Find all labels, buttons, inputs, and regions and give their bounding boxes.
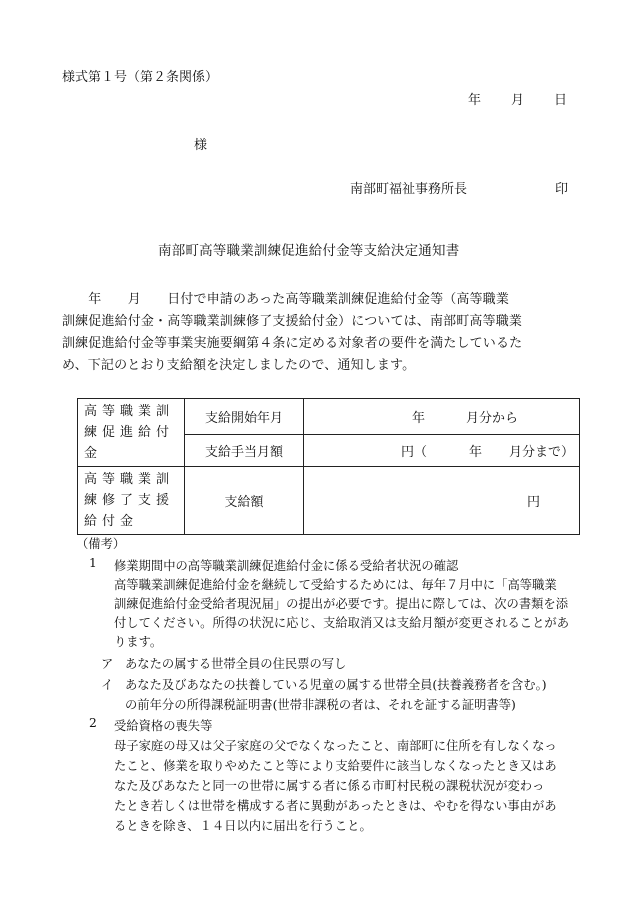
category-line: 金 xyxy=(84,446,103,461)
date-month: 月 xyxy=(511,93,525,108)
body-line: 訓練促進給付金・高等職業訓練修了支援給付金）については、南部町高等職業 xyxy=(62,314,522,329)
item-text-line: るときを除き、１４日以内に届出を行うこと。 xyxy=(114,819,372,833)
item-title: 修業期間中の高等職業訓練促進給付金に係る受給者状況の確認 xyxy=(114,559,459,573)
category-completion-benefit xyxy=(78,467,185,535)
sub-item-text: の前年分の所得課税証明書(世帯非課税の者は、それを証する証明書等) xyxy=(125,698,516,712)
sub-item-text: あなたの属する世帯全員の住民票の写し xyxy=(125,657,347,671)
body-line: 訓練促進給付金等事業実施要綱第４条に定める対象者の要件を満たしているた xyxy=(62,336,523,351)
value-start-month xyxy=(304,399,580,435)
item-text-line: 訓練促進給付金受給者現況届」の提出が必要です。提出に際しては、次の書類を添 xyxy=(114,597,569,611)
item-text-line: なた及びあなたと同一の世帯に属する者に係る市町村民税の課税状況が変わっ xyxy=(114,779,545,793)
item-number: 2 xyxy=(89,716,97,730)
value-benefit-amount xyxy=(304,467,580,535)
form-number: 様式第１号（第２条関係） xyxy=(62,70,219,85)
item-text-line: 母子家庭の母又は父子家庭の父でなくなったこと、南部町に住所を有しなくなっ xyxy=(114,739,557,753)
body-line: 年 月 日付で申請のあった高等職業訓練促進給付金等（高等職業 xyxy=(62,292,509,307)
sub-item-text: あなた及びあなたの扶養している児童の属する世帯全員(扶養義務者を含む。) xyxy=(125,678,547,692)
date-year: 年 xyxy=(468,93,482,108)
date-day: 日 xyxy=(554,93,568,108)
category-line: 練促進給付 xyxy=(84,425,175,440)
notice-body xyxy=(62,289,570,377)
item-number: 1 xyxy=(89,556,97,570)
end-year-unit: 年 xyxy=(469,444,483,460)
monthly-yen-unit: 円（ xyxy=(401,444,428,460)
category-line: 練修了支援 xyxy=(84,493,175,508)
category-line: 高等職業訓 xyxy=(84,404,175,419)
label-monthly-amount: 支給手当月額 xyxy=(185,435,304,467)
benefit-table xyxy=(77,398,580,535)
sub-item-mark: ア xyxy=(101,657,114,671)
category-line: 給付金 xyxy=(84,514,139,529)
sub-item-mark: イ xyxy=(101,678,114,692)
issuer-name: 南部町福祉事務所長 xyxy=(350,182,468,197)
seal-mark: 印 xyxy=(555,182,569,197)
item-text-line: ります。 xyxy=(114,635,163,649)
item-text-line: 付してください。所得の状況に応じ、支給取消又は支給月額が変更されることがあ xyxy=(114,616,569,630)
start-year-unit: 年 xyxy=(412,410,426,426)
category-promotion-benefit xyxy=(78,399,185,467)
issue-date xyxy=(468,89,567,108)
label-benefit-amount: 支給額 xyxy=(185,467,304,535)
label-start-month: 支給開始年月 xyxy=(185,399,304,435)
item-text-line: たこと、修業を取りやめたこと等により支給要件に該当しなくなったとき又はあ xyxy=(114,759,557,773)
item-title: 受給資格の喪失等 xyxy=(114,719,213,733)
end-month-unit: 月分まで） xyxy=(509,444,575,460)
category-line: 高等職業訓 xyxy=(84,472,175,487)
amount-yen-unit: 円 xyxy=(527,494,541,510)
remarks-heading: （備考） xyxy=(76,537,126,551)
document-title: 南部町高等職業訓練促進給付金等支給決定通知書 xyxy=(158,243,460,259)
item-text-line: 高等職業訓練促進給付金を継続して受給するためには、毎年７月中に「高等職業 xyxy=(114,578,557,592)
item-text-line: たとき若しくは世帯を構成する者に異動があったときは、やむを得ない事由があ xyxy=(114,799,557,813)
value-monthly-amount xyxy=(304,435,580,467)
body-line: め、下記のとおり支給額を決定しましたので、通知します。 xyxy=(62,358,416,373)
recipient-suffix: 様 xyxy=(194,138,208,153)
start-month-unit: 月分から xyxy=(466,410,519,426)
